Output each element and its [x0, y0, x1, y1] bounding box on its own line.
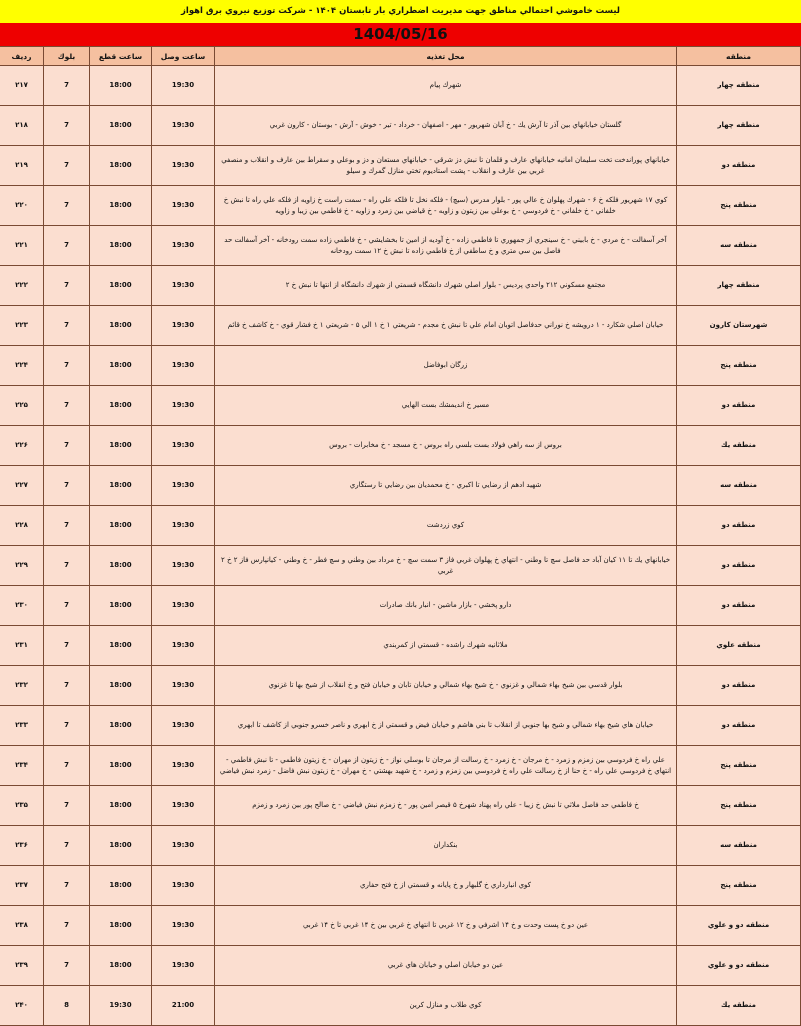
cell-location: دارو پخشي - بازار ماشين - انبار بانك صادرات [215, 586, 677, 626]
table-row [0, 906, 801, 946]
cell-off-time: 18:00 [90, 266, 152, 306]
cell-off-time: 18:00 [90, 346, 152, 386]
cell-block: 7 [44, 706, 90, 746]
header-block: بلوك [44, 47, 90, 66]
cell-off-time: 18:00 [90, 306, 152, 346]
table-row [0, 986, 801, 1026]
cell-off-time: 18:00 [90, 746, 152, 786]
cell-on-time: 19:30 [152, 826, 215, 866]
page-title: ليست خاموشي احتمالي مناطق جهت مديريت اضطراري بار تابستان ۱۴۰۴ - شركت توزيع نيروي برق اهواز [181, 5, 620, 16]
cell-radif: ۲۲۱ [0, 226, 44, 266]
table-header-row [0, 47, 801, 66]
table-row [0, 186, 801, 226]
cell-block: 7 [44, 586, 90, 626]
cell-block: 7 [44, 266, 90, 306]
cell-radif: ۲۲۵ [0, 386, 44, 426]
table-row [0, 386, 801, 426]
cell-location: بلوار قدسي بين شيخ بهاء شمالي و غزنوي - خ شيخ بهاء شمالي و خيابان تابان و خيابان فتح و خ انقلاب از شيخ بها تا غزنوي [215, 666, 677, 706]
cell-block: 7 [44, 186, 90, 226]
cell-radif: ۲۱۹ [0, 146, 44, 186]
cell-radif: ۲۳۲ [0, 666, 44, 706]
cell-region: منطقه دو [677, 386, 801, 426]
cell-region: منطقه دو و علوي [677, 946, 801, 986]
cell-on-time: 19:30 [152, 426, 215, 466]
header-region: منطقه [677, 47, 801, 66]
cell-block: 7 [44, 386, 90, 426]
cell-on-time: 19:30 [152, 746, 215, 786]
cell-location: عين دو خ پست وحدت و خ ۱۴ اشرفي و خ ۱۲ غربي تا انتهاي خ غربي بين خ ۱۴ غربي تا خ ۱۴ غربي [215, 906, 677, 946]
cell-radif: ۲۲۳ [0, 306, 44, 346]
cell-radif: ۲۲۷ [0, 466, 44, 506]
cell-on-time: 19:30 [152, 146, 215, 186]
cell-off-time: 18:00 [90, 706, 152, 746]
cell-region: شهرستان كارون [677, 306, 801, 346]
cell-location: خيابانهاي پوراندخت تخت سليمان امانيه خيابانهاي عارف و قلمان تا نبش دز شرقي - خيابانهاي مستعان و دز و بوعلي و سقراط بين عارف و انقلاب و منصفي غربي بين عارف و انقلاب - پشت استاديوم تختي منازل گمرك و سيلو [215, 146, 677, 186]
cell-location: بروس از سه راهي فولاد بست بلسي راه بروس - خ مسجد - خ مخابرات - بروس [215, 426, 677, 466]
cell-block: 7 [44, 66, 90, 106]
cell-block: 7 [44, 226, 90, 266]
cell-off-time: 18:00 [90, 546, 152, 586]
cell-on-time: 19:30 [152, 626, 215, 666]
cell-off-time: 18:00 [90, 66, 152, 106]
cell-block: 7 [44, 786, 90, 826]
cell-region: منطقه دو [677, 506, 801, 546]
date-banner [0, 23, 801, 46]
table-row [0, 866, 801, 906]
cell-on-time: 19:30 [152, 386, 215, 426]
cell-region: منطقه پنج [677, 786, 801, 826]
cell-location: مجتمع مسكوني ۲۱۲ واحدي پرديس - بلوار اصلي شهرك دانشگاه قسمتي از شهرك دانشگاه از انتها تا نبش خ ۲ [215, 266, 677, 306]
cell-block: 7 [44, 146, 90, 186]
cell-region: منطقه سه [677, 466, 801, 506]
table-row [0, 546, 801, 586]
cell-radif: ۲۳۸ [0, 906, 44, 946]
cell-region: منطقه پنج [677, 746, 801, 786]
table-row [0, 306, 801, 346]
cell-location: آخر آسفالت - خ مردي - خ بابيني - خ سينجري از جمهوري تا فاطمي زاده - خ آوديه از امين تا بخشايشي - خ فاطمي زاده سمت رودخانه - آخر آسفالت حد فاصل بين سي متري و خ ساطفي از خ فاطمي زاده تا نبش خ ۱۲ سمت رودخانه [215, 226, 677, 266]
table-row [0, 426, 801, 466]
cell-on-time: 19:30 [152, 226, 215, 266]
cell-location: مسير خ انديمشك بست الهايي [215, 386, 677, 426]
title-banner [0, 0, 801, 23]
cell-radif: ۲۱۸ [0, 106, 44, 146]
cell-location: خيابان هاي شيخ بهاء شمالي و شيخ بها جنوبي از انقلاب تا بني هاشم و خيابان فيض و قسمتي از خ ابهري و ناصر خسرو جنوبي از كاشف تا ابهري [215, 706, 677, 746]
cell-on-time: 19:30 [152, 186, 215, 226]
cell-block: 7 [44, 746, 90, 786]
cell-radif: ۲۳۹ [0, 946, 44, 986]
cell-on-time: 19:30 [152, 106, 215, 146]
cell-off-time: 18:00 [90, 866, 152, 906]
cell-off-time: 18:00 [90, 946, 152, 986]
cell-radif: ۲۲۰ [0, 186, 44, 226]
cell-location: كوي طلاب و منازل كرين [215, 986, 677, 1026]
cell-location: بنكداران [215, 826, 677, 866]
cell-radif: ۲۱۷ [0, 66, 44, 106]
cell-off-time: 18:00 [90, 626, 152, 666]
cell-radif: ۲۳۰ [0, 586, 44, 626]
cell-region: منطقه دو [677, 146, 801, 186]
cell-location: گلستان خيابانهاي بين آذر تا آرش يك - خ آبان شهريور - مهر - اصفهان - خرداد - تير - خوش - آرش - بوستان - كارون غربي [215, 106, 677, 146]
cell-on-time: 19:30 [152, 306, 215, 346]
table-row [0, 786, 801, 826]
cell-on-time: 19:30 [152, 786, 215, 826]
cell-on-time: 19:30 [152, 706, 215, 746]
cell-radif: ۲۲۲ [0, 266, 44, 306]
cell-radif: ۲۲۶ [0, 426, 44, 466]
table-row [0, 466, 801, 506]
cell-on-time: 19:30 [152, 586, 215, 626]
cell-region: منطقه دو [677, 546, 801, 586]
cell-location: خيابانهاي يك تا ۱۱ كيان آباد حد فاصل سچ تا وطني - انتهاي خ پهلوان غربي فاز ۳ سمت سچ - خ مرداد بين وطني و سچ فطر - خ وطني - كيانپارس فاز ۲ خ ۲ غربي [215, 546, 677, 586]
table-row [0, 266, 801, 306]
cell-region: منطقه يك [677, 986, 801, 1026]
cell-off-time: 18:00 [90, 226, 152, 266]
cell-block: 7 [44, 426, 90, 466]
cell-on-time: 19:30 [152, 906, 215, 946]
cell-radif: ۲۳۶ [0, 826, 44, 866]
cell-on-time: 19:30 [152, 346, 215, 386]
cell-off-time: 18:00 [90, 386, 152, 426]
header-radif: رديف [0, 47, 44, 66]
table-row [0, 346, 801, 386]
cell-location: كوي ۱۷ شهريور فلكه خ ۶ - شهرك پهلوان خ عالي پور - بلوار مدرس (سيچ) - فلكه نخل تا فلكه علي راه - سمت راست خ زاويه از فلكه علي راه تا نبش خ خلفاني - خ خلفاني - خ فردوسي - خ بوعلي بين زيتون و زاويه - خ قياضي بين زمرد و زاويه - خ فاطمي بين زيبا و زاويه [215, 186, 677, 226]
cell-region: منطقه چهار [677, 66, 801, 106]
table-row [0, 706, 801, 746]
cell-block: 7 [44, 106, 90, 146]
cell-on-time: 19:30 [152, 546, 215, 586]
header-off-time: ساعت قطع [90, 47, 152, 66]
cell-location: ملاثانيه شهرك راشده - قسمتي از كمربندي [215, 626, 677, 666]
outage-table [0, 46, 801, 1026]
table-row [0, 666, 801, 706]
cell-region: منطقه دو [677, 666, 801, 706]
cell-location: كوي زردشت [215, 506, 677, 546]
cell-on-time: 19:30 [152, 506, 215, 546]
table-row [0, 826, 801, 866]
cell-radif: ۲۴۰ [0, 986, 44, 1026]
cell-location: علي راه خ فردوسي بين زمزم و زمرد - خ مرجان - خ زمرد - خ رسالت از مرجان تا بوسلي نواز - خ زيتون از مهران - خ زيتون فاطمي - تا نبش فاطمي - انتهاي خ فردوسي علي راه - خ حنا از خ رسالت علي راه خ فردوسي بين زمزم و زمرد - خ شهيد بهشتي - خ مهران - خ زيتون نبش فاضل - زمرد نبش فياضي [215, 746, 677, 786]
cell-off-time: 18:00 [90, 106, 152, 146]
cell-block: 8 [44, 986, 90, 1026]
table-body [0, 66, 801, 1026]
table-row [0, 106, 801, 146]
table-header [0, 47, 801, 66]
cell-block: 7 [44, 946, 90, 986]
table-row [0, 746, 801, 786]
cell-on-time: 19:30 [152, 666, 215, 706]
cell-off-time: 19:30 [90, 986, 152, 1026]
cell-off-time: 18:00 [90, 906, 152, 946]
cell-block: 7 [44, 546, 90, 586]
cell-block: 7 [44, 466, 90, 506]
cell-block: 7 [44, 826, 90, 866]
table-row [0, 66, 801, 106]
cell-location: شهيد ادهم از رضايي تا اكبري - خ محمديان بين رضايي تا رستگاري [215, 466, 677, 506]
cell-on-time: 21:00 [152, 986, 215, 1026]
cell-block: 7 [44, 306, 90, 346]
cell-region: منطقه پنج [677, 186, 801, 226]
cell-region: منطقه دو [677, 586, 801, 626]
cell-radif: ۲۲۹ [0, 546, 44, 586]
header-location: محل تغذيه [215, 47, 677, 66]
cell-region: منطقه چهار [677, 266, 801, 306]
cell-off-time: 18:00 [90, 826, 152, 866]
cell-region: منطقه سه [677, 226, 801, 266]
cell-block: 7 [44, 906, 90, 946]
cell-region: منطقه علوي [677, 626, 801, 666]
cell-location: كوي انبارداري خ گلبهار و خ پايانه و قسمتي از خ فتح حفاري [215, 866, 677, 906]
cell-radif: ۲۲۸ [0, 506, 44, 546]
cell-location: شهرك پيام [215, 66, 677, 106]
cell-on-time: 19:30 [152, 866, 215, 906]
table-row [0, 626, 801, 666]
cell-on-time: 19:30 [152, 266, 215, 306]
cell-location: خ فاطمي حد فاصل ملاثي تا نبش خ زيبا - علي راه پهناد شهرخ ۵ قيصر امين پور - خ زمزم نبش فياضي - خ صالح پور بين زمرد و زمزم [215, 786, 677, 826]
cell-block: 7 [44, 506, 90, 546]
cell-radif: ۲۳۷ [0, 866, 44, 906]
cell-region: منطقه يك [677, 426, 801, 466]
cell-off-time: 18:00 [90, 586, 152, 626]
cell-off-time: 18:00 [90, 426, 152, 466]
cell-radif: ۲۳۳ [0, 706, 44, 746]
cell-on-time: 19:30 [152, 466, 215, 506]
table-row [0, 226, 801, 266]
cell-off-time: 18:00 [90, 786, 152, 826]
cell-on-time: 19:30 [152, 946, 215, 986]
cell-location: عين دو خيابان اصلي و خيابان هاي غربي [215, 946, 677, 986]
table-row [0, 586, 801, 626]
header-on-time: ساعت وصل [152, 47, 215, 66]
table-row [0, 946, 801, 986]
cell-radif: ۲۲۴ [0, 346, 44, 386]
cell-region: منطقه دو و علوي [677, 906, 801, 946]
cell-off-time: 18:00 [90, 506, 152, 546]
table-row [0, 506, 801, 546]
cell-radif: ۲۳۵ [0, 786, 44, 826]
cell-region: منطقه پنج [677, 346, 801, 386]
cell-off-time: 18:00 [90, 466, 152, 506]
cell-radif: ۲۳۱ [0, 626, 44, 666]
cell-off-time: 18:00 [90, 146, 152, 186]
cell-on-time: 19:30 [152, 66, 215, 106]
cell-block: 7 [44, 866, 90, 906]
schedule-date: 1404/05/16 [353, 25, 448, 43]
cell-region: منطقه پنج [677, 866, 801, 906]
cell-region: منطقه سه [677, 826, 801, 866]
cell-off-time: 18:00 [90, 666, 152, 706]
cell-location: خيابان اصلي شكارد - ۱ درويشه خ نوراني حدفاصل اتوبان امام علي تا نبش خ مجدم - شريعتي ۱ خ ۱ الي ۵ - شريعتي ۱ خ فشار قوي - خ كاشف خ قائم [215, 306, 677, 346]
cell-off-time: 18:00 [90, 186, 152, 226]
cell-location: زرگان ابوفاضل [215, 346, 677, 386]
cell-block: 7 [44, 346, 90, 386]
cell-block: 7 [44, 626, 90, 666]
table-row [0, 146, 801, 186]
cell-region: منطقه دو [677, 706, 801, 746]
cell-radif: ۲۳۴ [0, 746, 44, 786]
cell-region: منطقه چهار [677, 106, 801, 146]
cell-block: 7 [44, 666, 90, 706]
